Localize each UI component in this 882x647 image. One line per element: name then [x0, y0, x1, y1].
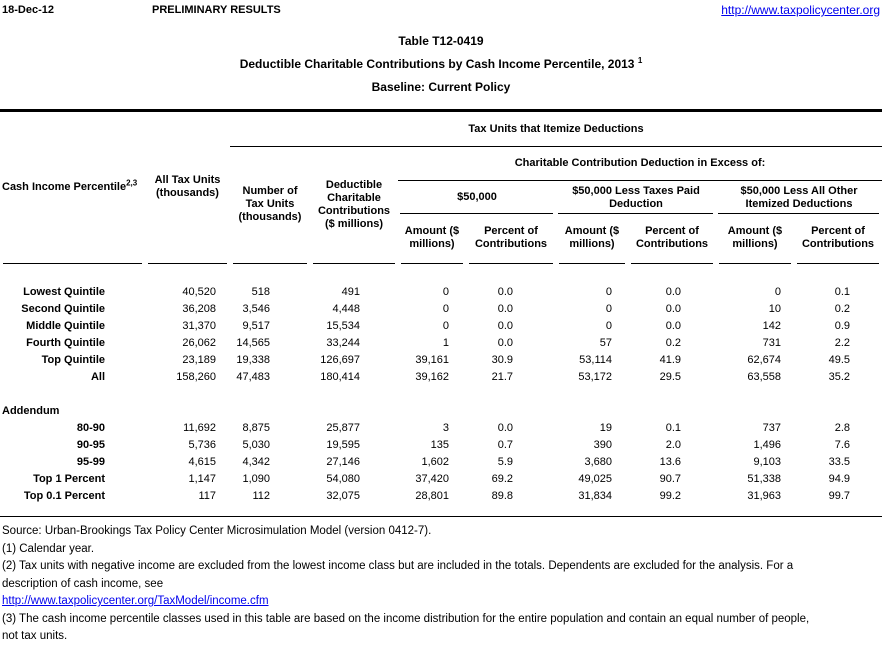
data-cell: 3	[442, 422, 449, 434]
footnote-2-line1: (2) Tax units with negative income are excluded from the lowest income class but are included in the totals. Dependents are excluded for the analysis. For a	[2, 560, 794, 572]
data-cell: 1,496	[753, 439, 781, 451]
column-header-underline	[797, 263, 879, 264]
data-cell: 1,602	[421, 456, 449, 468]
data-cell: 89.8	[491, 490, 513, 502]
title-footnote-ref: 1	[637, 56, 643, 65]
data-cell: 0.0	[497, 303, 513, 315]
footnote-3-line2: not tax units.	[2, 630, 68, 642]
data-cell: 0.1	[665, 422, 681, 434]
row-label: 90-95	[76, 439, 105, 451]
data-cell: 731	[762, 337, 781, 349]
row-label: 80-90	[76, 422, 105, 434]
data-cell: 0	[442, 286, 449, 298]
data-cell: 0.1	[834, 286, 850, 298]
header-amount-1: Amount ($ millions)	[404, 225, 460, 250]
data-cell: 112	[252, 490, 270, 502]
table-header	[0, 112, 882, 265]
data-cell: 23,189	[182, 354, 216, 366]
header-cash-income-percentile	[0, 112, 145, 262]
row-label: Top 0.1 Percent	[23, 490, 105, 502]
data-cell: 0.7	[497, 439, 513, 451]
data-cell: 90.7	[659, 473, 681, 485]
data-cell: 7.6	[834, 439, 850, 451]
data-cell: 37,420	[415, 473, 449, 485]
row-label: Top 1 Percent	[33, 473, 105, 485]
taxpolicycenter-home-link[interactable]: http://www.taxpolicycenter.org	[721, 3, 880, 17]
data-cell: 33.5	[828, 456, 850, 468]
header-percent-2: Percent of Contributions	[635, 225, 709, 250]
data-cell: 3,546	[242, 303, 270, 315]
data-cell: 94.9	[828, 473, 850, 485]
data-cell: 126,697	[320, 354, 360, 366]
header-footnote-ref: 2,3	[126, 177, 138, 187]
header-group-50000-less-taxes: $50,000 Less Taxes Paid Deduction	[556, 181, 716, 214]
column-header-underline	[631, 263, 713, 264]
data-cell: 40,520	[182, 286, 216, 298]
header-group-50000: $50,000	[398, 181, 556, 214]
data-cell: 0.0	[497, 337, 513, 349]
row-label: Fourth Quintile	[26, 337, 105, 349]
row-label: 95-99	[76, 456, 105, 468]
data-cell: 32,075	[326, 490, 360, 502]
data-cell: 15,534	[326, 320, 360, 332]
data-cell: 180,414	[320, 371, 360, 383]
data-cell: 49.5	[828, 354, 850, 366]
table-body	[0, 265, 882, 516]
data-cell: 117	[198, 490, 216, 502]
data-cell: 5,030	[242, 439, 270, 451]
data-cell: 518	[251, 286, 270, 298]
data-cell: 19,595	[326, 439, 360, 451]
data-cell: 1,090	[242, 473, 270, 485]
data-cell: 47,483	[236, 371, 270, 383]
data-cell: 9,517	[242, 320, 270, 332]
data-cell: 21.7	[491, 371, 513, 383]
addendum-label: Addendum	[2, 405, 60, 417]
row-label: Second Quintile	[21, 303, 105, 315]
baseline-subtitle: Baseline: Current Policy	[371, 80, 511, 94]
data-cell: 4,342	[242, 456, 270, 468]
header-amount-2: Amount ($ millions)	[564, 225, 620, 250]
data-cell: 19	[599, 422, 612, 434]
header-percent-1: Percent of Contributions	[474, 225, 548, 250]
data-cell: 0.9	[834, 320, 850, 332]
data-cell: 2.8	[834, 422, 850, 434]
data-cell: 69.2	[491, 473, 513, 485]
column-header-underline	[3, 263, 142, 264]
data-cell: 57	[599, 337, 612, 349]
data-cell: 142	[762, 320, 781, 332]
data-cell: 62,674	[747, 354, 781, 366]
header-number-of-tax-units: Number of Tax Units (thousands)	[238, 185, 302, 223]
table-title	[0, 57, 882, 72]
data-cell: 31,963	[747, 490, 781, 502]
data-cell: 390	[593, 439, 612, 451]
column-header-underline	[148, 263, 227, 264]
data-cell: 25,877	[326, 422, 360, 434]
data-cell: 0.0	[665, 303, 681, 315]
column-header-underline	[469, 263, 553, 264]
header-amount-3: Amount ($ millions)	[727, 225, 783, 250]
data-cell: 5.9	[497, 456, 513, 468]
data-cell: 36,208	[182, 303, 216, 315]
data-cell: 0.2	[834, 303, 850, 315]
data-cell: 53,114	[579, 354, 612, 366]
column-header-underline	[559, 263, 625, 264]
data-cell: 3,680	[584, 456, 612, 468]
data-cell: 8,875	[242, 422, 270, 434]
data-cell: 29.5	[659, 371, 681, 383]
data-cell: 31,834	[578, 490, 612, 502]
source-note: Source: Urban-Brookings Tax Policy Center Microsimulation Model (version 0412-7).	[2, 525, 432, 537]
data-cell: 11,692	[183, 422, 216, 434]
table-title-text: Deductible Charitable Contributions by Cash Income Percentile, 2013	[239, 57, 635, 71]
header-cash-income-percentile-text: Cash Income Percentile	[2, 180, 127, 193]
data-cell: 13.6	[659, 456, 681, 468]
data-cell: 63,558	[747, 371, 781, 383]
data-cell: 51,338	[747, 473, 781, 485]
data-cell: 19,338	[236, 354, 270, 366]
row-label: Lowest Quintile	[23, 286, 105, 298]
table-number: Table T12-0419	[398, 34, 484, 48]
data-cell: 0	[442, 303, 449, 315]
data-cell: 0	[605, 320, 612, 332]
data-cell: 39,161	[415, 354, 449, 366]
data-cell: 9,103	[753, 456, 781, 468]
data-cell: 14,565	[236, 337, 270, 349]
data-cell: 737	[762, 422, 781, 434]
data-cell: 0	[605, 286, 612, 298]
data-cell: 0	[442, 320, 449, 332]
income-definition-link[interactable]: http://www.taxpolicycenter.org/TaxModel/income.cfm	[2, 595, 269, 607]
header-deductible-contributions: Deductible Charitable Contributions ($ millions)	[317, 178, 391, 230]
data-cell: 26,062	[182, 337, 216, 349]
row-label: All	[90, 371, 105, 383]
data-cell: 41.9	[659, 354, 681, 366]
data-cell: 39,162	[415, 371, 449, 383]
header-group-50000-less-itemized: $50,000 Less All Other Itemized Deductions	[716, 181, 882, 214]
data-cell: 0.2	[665, 337, 681, 349]
data-cell: 28,801	[415, 490, 449, 502]
column-header-underline	[719, 263, 791, 264]
data-cell: 0.0	[497, 320, 513, 332]
data-cell: 0.0	[665, 320, 681, 332]
data-cell: 30.9	[491, 354, 513, 366]
data-cell: 49,025	[578, 473, 612, 485]
data-cell: 99.7	[828, 490, 850, 502]
header-excess-banner: Charitable Contribution Deduction in Excess of:	[398, 147, 882, 181]
header-all-tax-units: All Tax Units (thousands)	[154, 174, 221, 199]
data-cell: 10	[768, 303, 781, 315]
report-date: 18-Dec-12	[2, 4, 54, 16]
preliminary-results-label: PRELIMINARY RESULTS	[152, 4, 281, 16]
data-cell: 35.2	[828, 371, 850, 383]
data-cell: 0	[605, 303, 612, 315]
header-percent-3: Percent of Contributions	[801, 225, 875, 250]
footnote-3-line1: (3) The cash income percentile classes used in this table are based on the income distribution for the entire population and contain an equal number of people,	[2, 612, 810, 625]
data-cell: 1	[442, 337, 449, 349]
data-cell: 4,448	[332, 303, 360, 315]
footnote-2-line2: description of cash income, see	[2, 577, 164, 590]
data-cell: 54,080	[326, 473, 360, 485]
column-header-underline	[313, 263, 395, 264]
data-cell: 0.0	[665, 286, 681, 298]
data-cell: 27,146	[326, 456, 360, 468]
header-itemize-banner: Tax Units that Itemize Deductions	[230, 112, 882, 147]
footnote-1: (1) Calendar year.	[2, 542, 95, 555]
row-label: Middle Quintile	[26, 320, 105, 332]
data-cell: 158,260	[176, 371, 216, 383]
spacer-row	[0, 386, 882, 403]
data-cell: 2.0	[665, 439, 681, 451]
row-label: Top Quintile	[41, 354, 105, 366]
data-cell: 2.2	[834, 337, 850, 349]
data-cell: 31,370	[182, 320, 216, 332]
data-cell: 491	[341, 286, 360, 298]
data-cell: 0	[774, 286, 781, 298]
data-cell: 5,736	[188, 439, 216, 451]
page-top-bar	[0, 0, 882, 20]
title-block	[0, 20, 882, 95]
data-cell: 0.0	[497, 286, 513, 298]
data-cell: 0.0	[497, 422, 513, 434]
data-cell: 135	[430, 439, 449, 451]
data-cell: 1,147	[188, 473, 216, 485]
column-header-underline	[401, 263, 463, 264]
footnotes	[0, 517, 882, 646]
data-cell: 4,615	[188, 456, 216, 468]
column-header-underline	[233, 263, 307, 264]
data-cell: 53,172	[578, 371, 612, 383]
data-cell: 33,244	[326, 337, 360, 349]
data-cell: 99.2	[659, 490, 681, 502]
